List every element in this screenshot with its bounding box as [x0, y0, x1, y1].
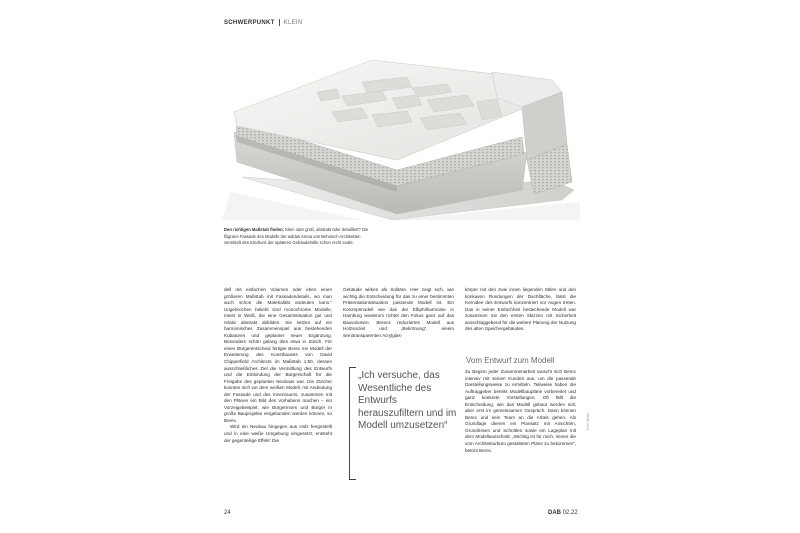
photo-credit: Foto: Berec: [586, 412, 590, 430]
header-divider: [279, 19, 280, 26]
magazine-name: DAB: [548, 510, 561, 516]
paragraph: Gebäude wirken als Solitäre. Hier zeigt sich, wie wichtig die Entscheidung für das zu einer bestimmten Präsentationssituation passende Modell ist. Ein Konzeptmodell wie das der Elbphilharmonie in Hamburg wiederum richtet den Fokus ganz auf das Bauvolumen: Berecs reduziertes Modell aus Holzsockel und „Bekrönung“, einem semitransparenten Acrylglas-: [343, 287, 454, 338]
subsection-label: KLEIN: [283, 19, 303, 26]
quote-bracket: [349, 367, 356, 480]
text-column-3-top: [465, 287, 576, 333]
magazine-issue: [548, 510, 578, 516]
caption-lead: Den richtigen Maßstab finden:: [224, 227, 285, 232]
caption-text: Klein oder groß, abstrakt oder detailliert? Die filigrane Fassade des Modells der adidas Arena von Behnisch Architekten vermittelt den Eindruck der späteren Gebäudehülle schon recht exakt.: [224, 227, 369, 245]
paragraph: Wird ein Neubau hingegen aus Holz hergestellt und in eine weiße Umgebung eingesetzt, entsteht der gegenteilige Effekt: Die: [224, 424, 332, 443]
issue-number: 02.22: [562, 510, 578, 516]
page-number: 24: [224, 510, 231, 516]
pull-quote: „Ich versuche, das Wesentliche des Entwurfs herauszufiltern und im Modell umzusetzen“: [358, 370, 457, 432]
section-subheading: Vom Entwurf zum Modell: [466, 356, 555, 365]
paragraph: körper mit den zwei innen liegenden Sälen und den konkaven Rundungen der Dachfläche, lässt die Kernidee des Entwurfs konzentriert vor Augen treten. Das in seiner Einfachheit bestechende Modell war zusammen mit den ersten Skizzen mit Sicherheit ausschlaggebend für die weitere Planung der Nutzung des alten Speichergebäudes.: [465, 287, 576, 332]
text-column-1: [224, 287, 332, 444]
image-caption: [224, 227, 372, 247]
paragraph: Zu Beginn jeder Zusammenarbeit tauscht sich Berec intensiv mit seinen Kunden aus, um die passende Darstellungsweise zu ermitteln. Teilweise haben die Auftraggeber bereits Modellbaupläne vorbereitet und ganz konkrete Vorstellungen. Oft fällt die Entscheidung, wie das Modell gebaut werden soll, aber erst im gemeinsamen Gespräch. Dann können Berec und sein Team an die Arbeit gehen. Als Grundlage dienen ein Plansatz mit Ansichten, Grundrissen und Schnitten sowie ein Lageplan mit dem Modellausschnitt. „Wichtig ist für mich, immer die vom Architekturbüro gestalteten Pläne zu bekommen“, betont Berec.: [465, 369, 576, 453]
section-header: [224, 19, 302, 26]
paragraph: dell mit einfachen Volumen oder eben einen größeren Maßstab mit Fassadendetails, wo man auch schon die Materialität andeuten kann.“ Ungebrochen beliebt sind monochrome Modelle, meist in Weiß, die eine Gesamtsituation gut und relativ abstrakt abbilden. Sie setzen auf ein harmonisches Zusammenspiel aus bestehenden Kubaturen und geplanter neuer Ergänzung. Besonders schön gelang dies etwa in Zürich. Für einen Bürgerentscheid fertigte Berec ein Modell der Erweiterung des Kunsthauses von David Chipperfield Architects im Maßstab 1:50, dessen ausschließliches Ziel die Vermittlung des Entwurfs und die Einbindung der Bürgerschaft für die Freigabe des geplanten Neubaus war. Die Zürcher konnten sich vor dem weißen Modell, mit Andeutung der Fassade und des Innenraums, zusammen mit den Plänen ein Bild des Vorhabens machen – ein Vorzeigebeispiel, wie Bürgerinnen und Bürger in große Bauprojekte eingebunden werden können, so Berec.: [224, 287, 332, 423]
section-label: SCHWERPUNKT: [224, 19, 275, 26]
architecture-model-photo: [222, 32, 580, 220]
text-column-3-bottom: [465, 369, 576, 454]
text-column-2: [343, 287, 454, 339]
